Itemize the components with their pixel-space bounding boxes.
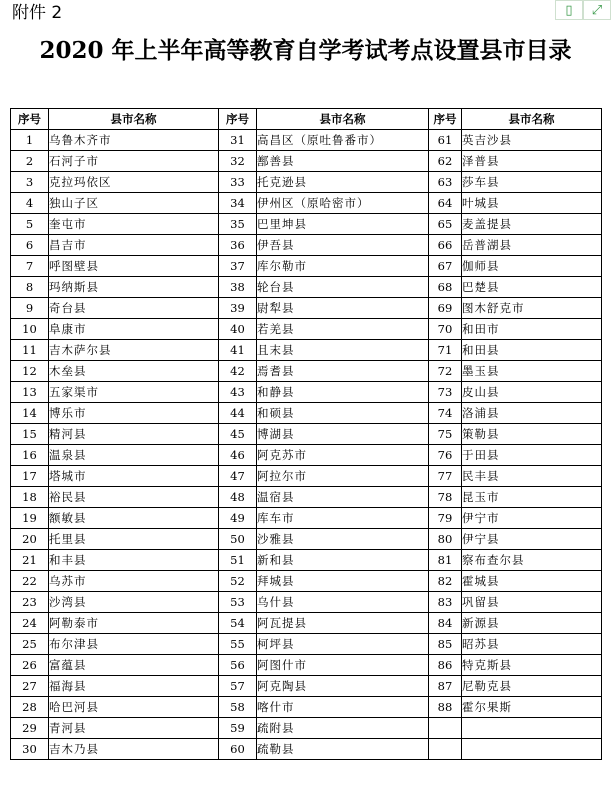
expand-icon[interactable]: ⤢ (583, 0, 611, 20)
seq-cell: 71 (429, 340, 462, 361)
seq-cell: 19 (11, 508, 49, 529)
table-row (11, 571, 602, 592)
seq-cell: 45 (219, 424, 257, 445)
county-name-cell: 青河县 (49, 718, 219, 739)
county-name-cell: 博湖县 (257, 424, 429, 445)
seq-cell: 16 (11, 445, 49, 466)
table-row (11, 151, 602, 172)
county-name-cell: 阿拉尔市 (257, 466, 429, 487)
county-name-cell: 克拉玛依区 (49, 172, 219, 193)
county-name-cell: 轮台县 (257, 277, 429, 298)
seq-cell: 59 (219, 718, 257, 739)
seq-cell: 9 (11, 298, 49, 319)
table-row (11, 718, 602, 739)
table-row (11, 613, 602, 634)
county-name-cell: 库车市 (257, 508, 429, 529)
county-name-cell: 疏附县 (257, 718, 429, 739)
header-seq: 序号 (219, 109, 257, 130)
seq-cell: 50 (219, 529, 257, 550)
seq-cell: 68 (429, 277, 462, 298)
seq-cell: 2 (11, 151, 49, 172)
seq-cell: 26 (11, 655, 49, 676)
header-name: 县市名称 (257, 109, 429, 130)
county-name-cell: 焉耆县 (257, 361, 429, 382)
county-name-cell: 尼勒克县 (462, 676, 602, 697)
table-header-row (11, 109, 602, 130)
county-name-cell: 额敏县 (49, 508, 219, 529)
county-name-cell: 玛纳斯县 (49, 277, 219, 298)
table-row (11, 214, 602, 235)
seq-cell: 67 (429, 256, 462, 277)
county-name-cell: 乌什县 (257, 592, 429, 613)
seq-cell: 31 (219, 130, 257, 151)
seq-cell: 81 (429, 550, 462, 571)
seq-cell: 15 (11, 424, 49, 445)
seq-cell: 88 (429, 697, 462, 718)
county-name-cell: 喀什市 (257, 697, 429, 718)
county-table (10, 108, 602, 760)
table-row (11, 655, 602, 676)
seq-cell: 32 (219, 151, 257, 172)
seq-cell: 40 (219, 319, 257, 340)
seq-cell: 79 (429, 508, 462, 529)
county-name-cell: 麦盖提县 (462, 214, 602, 235)
county-name-cell: 特克斯县 (462, 655, 602, 676)
seq-cell: 25 (11, 634, 49, 655)
seq-cell: 5 (11, 214, 49, 235)
county-name-cell: 和硕县 (257, 403, 429, 424)
seq-cell: 18 (11, 487, 49, 508)
county-name-cell: 五家渠市 (49, 382, 219, 403)
seq-cell: 66 (429, 235, 462, 256)
seq-cell: 57 (219, 676, 257, 697)
viewer-toolbar (555, 0, 611, 20)
county-name-cell: 伊宁县 (462, 529, 602, 550)
county-name-cell (462, 739, 602, 760)
seq-cell: 83 (429, 592, 462, 613)
table-row (11, 550, 602, 571)
county-name-cell: 石河子市 (49, 151, 219, 172)
seq-cell: 11 (11, 340, 49, 361)
seq-cell: 52 (219, 571, 257, 592)
seq-cell: 76 (429, 445, 462, 466)
seq-cell: 6 (11, 235, 49, 256)
header-name: 县市名称 (462, 109, 602, 130)
table-row (11, 445, 602, 466)
seq-cell (429, 739, 462, 760)
seq-cell: 56 (219, 655, 257, 676)
seq-cell: 17 (11, 466, 49, 487)
county-name-cell: 莎车县 (462, 172, 602, 193)
seq-cell: 28 (11, 697, 49, 718)
county-name-cell: 木垒县 (49, 361, 219, 382)
table-row (11, 382, 602, 403)
county-name-cell: 察布查尔县 (462, 550, 602, 571)
seq-cell: 10 (11, 319, 49, 340)
seq-cell: 7 (11, 256, 49, 277)
seq-cell: 72 (429, 361, 462, 382)
county-name-cell: 裕民县 (49, 487, 219, 508)
county-name-cell: 库尔勒市 (257, 256, 429, 277)
county-name-cell: 阿克陶县 (257, 676, 429, 697)
seq-cell: 29 (11, 718, 49, 739)
seq-cell: 46 (219, 445, 257, 466)
county-name-cell: 疏勒县 (257, 739, 429, 760)
table-row (11, 592, 602, 613)
seq-cell: 35 (219, 214, 257, 235)
seq-cell: 55 (219, 634, 257, 655)
seq-cell: 78 (429, 487, 462, 508)
table-row (11, 697, 602, 718)
county-name-cell: 柯坪县 (257, 634, 429, 655)
county-name-cell: 吉木乃县 (49, 739, 219, 760)
table-row (11, 361, 602, 382)
table-row (11, 508, 602, 529)
table-row (11, 634, 602, 655)
county-name-cell: 昌吉市 (49, 235, 219, 256)
seq-cell: 77 (429, 466, 462, 487)
county-name-cell: 霍尔果斯 (462, 697, 602, 718)
table-row (11, 193, 602, 214)
seq-cell: 61 (429, 130, 462, 151)
seq-cell: 42 (219, 361, 257, 382)
county-name-cell: 高昌区（原吐鲁番市） (257, 130, 429, 151)
seq-cell: 62 (429, 151, 462, 172)
seq-cell: 70 (429, 319, 462, 340)
table-row (11, 319, 602, 340)
county-name-cell: 且末县 (257, 340, 429, 361)
seq-cell (429, 718, 462, 739)
seq-cell: 44 (219, 403, 257, 424)
header-seq: 序号 (429, 109, 462, 130)
county-name-cell: 福海县 (49, 676, 219, 697)
seq-cell: 33 (219, 172, 257, 193)
county-name-cell: 奎屯市 (49, 214, 219, 235)
county-name-cell: 富蕴县 (49, 655, 219, 676)
table-row (11, 130, 602, 151)
seq-cell: 20 (11, 529, 49, 550)
seq-cell: 87 (429, 676, 462, 697)
county-name-cell: 巩留县 (462, 592, 602, 613)
county-name-cell: 吉木萨尔县 (49, 340, 219, 361)
county-name-cell: 新源县 (462, 613, 602, 634)
seq-cell: 69 (429, 298, 462, 319)
county-name-cell: 伊宁市 (462, 508, 602, 529)
county-name-cell: 温泉县 (49, 445, 219, 466)
county-name-cell: 伽师县 (462, 256, 602, 277)
county-name-cell: 托里县 (49, 529, 219, 550)
seq-cell: 84 (429, 613, 462, 634)
county-name-cell: 拜城县 (257, 571, 429, 592)
county-name-cell: 温宿县 (257, 487, 429, 508)
table-row (11, 487, 602, 508)
seq-cell: 36 (219, 235, 257, 256)
seq-cell: 38 (219, 277, 257, 298)
county-name-cell: 昭苏县 (462, 634, 602, 655)
seq-cell: 14 (11, 403, 49, 424)
county-name-cell: 塔城市 (49, 466, 219, 487)
seq-cell: 80 (429, 529, 462, 550)
county-name-cell: 巴里坤县 (257, 214, 429, 235)
county-name-cell: 皮山县 (462, 382, 602, 403)
seq-cell: 23 (11, 592, 49, 613)
header-seq: 序号 (11, 109, 49, 130)
county-name-cell: 英吉沙县 (462, 130, 602, 151)
seq-cell: 27 (11, 676, 49, 697)
county-name-cell: 托克逊县 (257, 172, 429, 193)
table-row (11, 277, 602, 298)
seq-cell: 37 (219, 256, 257, 277)
seq-cell: 49 (219, 508, 257, 529)
county-name-cell: 阿瓦提县 (257, 613, 429, 634)
seq-cell: 24 (11, 613, 49, 634)
county-name-cell: 策勒县 (462, 424, 602, 445)
county-name-cell: 呼图壁县 (49, 256, 219, 277)
seq-cell: 13 (11, 382, 49, 403)
seq-cell: 22 (11, 571, 49, 592)
county-name-cell: 乌苏市 (49, 571, 219, 592)
county-name-cell: 阿勒泰市 (49, 613, 219, 634)
table-row (11, 172, 602, 193)
county-name-cell: 昆玉市 (462, 487, 602, 508)
county-name-cell: 和田市 (462, 319, 602, 340)
county-name-cell: 和丰县 (49, 550, 219, 571)
county-name-cell: 阿克苏市 (257, 445, 429, 466)
seq-cell: 86 (429, 655, 462, 676)
county-name-cell: 巴楚县 (462, 277, 602, 298)
county-name-cell: 岳普湖县 (462, 235, 602, 256)
seq-cell: 51 (219, 550, 257, 571)
seq-cell: 3 (11, 172, 49, 193)
table-row (11, 235, 602, 256)
page-title: 2020 年上半年高等教育自学考试考点设置县市目录 (39, 37, 572, 64)
county-name-cell: 洛浦县 (462, 403, 602, 424)
seq-cell: 85 (429, 634, 462, 655)
county-name-cell: 伊州区（原哈密市） (257, 193, 429, 214)
county-name-cell: 新和县 (257, 550, 429, 571)
county-name-cell: 和田县 (462, 340, 602, 361)
county-name-cell: 泽普县 (462, 151, 602, 172)
seq-cell: 73 (429, 382, 462, 403)
table-row (11, 466, 602, 487)
seq-cell: 60 (219, 739, 257, 760)
seq-cell: 82 (429, 571, 462, 592)
seq-cell: 4 (11, 193, 49, 214)
county-name-cell: 阜康市 (49, 319, 219, 340)
table-row (11, 403, 602, 424)
seq-cell: 47 (219, 466, 257, 487)
county-name-cell: 沙雅县 (257, 529, 429, 550)
county-name-cell: 乌鲁木齐市 (49, 130, 219, 151)
county-name-cell: 若羌县 (257, 319, 429, 340)
county-name-cell: 鄯善县 (257, 151, 429, 172)
county-name-cell: 墨玉县 (462, 361, 602, 382)
seq-cell: 65 (429, 214, 462, 235)
county-name-cell: 博乐市 (49, 403, 219, 424)
seq-cell: 12 (11, 361, 49, 382)
seq-cell: 21 (11, 550, 49, 571)
county-name-cell: 伊吾县 (257, 235, 429, 256)
table-row (11, 256, 602, 277)
table-row (11, 529, 602, 550)
county-name-cell: 沙湾县 (49, 592, 219, 613)
seq-cell: 48 (219, 487, 257, 508)
seq-cell: 34 (219, 193, 257, 214)
seq-cell: 39 (219, 298, 257, 319)
seq-cell: 54 (219, 613, 257, 634)
county-name-cell: 阿图什市 (257, 655, 429, 676)
table-row (11, 676, 602, 697)
county-name-cell: 霍城县 (462, 571, 602, 592)
seq-cell: 58 (219, 697, 257, 718)
county-name-cell: 独山子区 (49, 193, 219, 214)
county-name-cell: 精河县 (49, 424, 219, 445)
county-name-cell: 布尔津县 (49, 634, 219, 655)
county-name-cell: 奇台县 (49, 298, 219, 319)
table-row (11, 340, 602, 361)
county-name-cell (462, 718, 602, 739)
seq-cell: 8 (11, 277, 49, 298)
table-row (11, 424, 602, 445)
seq-cell: 63 (429, 172, 462, 193)
seq-cell: 53 (219, 592, 257, 613)
county-name-cell: 和静县 (257, 382, 429, 403)
table-row (11, 739, 602, 760)
county-name-cell: 图木舒克市 (462, 298, 602, 319)
county-name-cell: 叶城县 (462, 193, 602, 214)
seq-cell: 64 (429, 193, 462, 214)
seq-cell: 74 (429, 403, 462, 424)
seq-cell: 41 (219, 340, 257, 361)
county-name-cell: 尉犁县 (257, 298, 429, 319)
seq-cell: 30 (11, 739, 49, 760)
table-row (11, 298, 602, 319)
copy-icon[interactable]: ▯ (555, 0, 583, 20)
county-name-cell: 于田县 (462, 445, 602, 466)
attachment-label: 附件 2 (12, 3, 63, 23)
header-name: 县市名称 (49, 109, 219, 130)
seq-cell: 43 (219, 382, 257, 403)
county-name-cell: 民丰县 (462, 466, 602, 487)
seq-cell: 1 (11, 130, 49, 151)
county-name-cell: 哈巴河县 (49, 697, 219, 718)
seq-cell: 75 (429, 424, 462, 445)
